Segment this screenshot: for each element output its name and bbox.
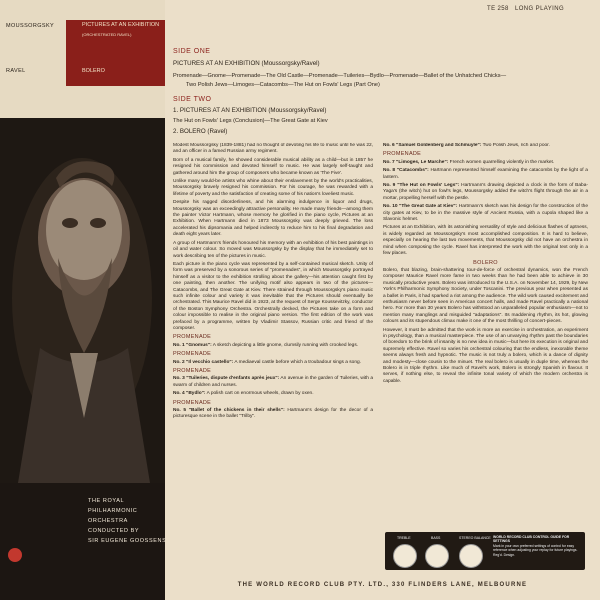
- knob-label-treble: TREBLE: [397, 536, 411, 540]
- no7-text: French women quarrelling violently in the market.: [449, 159, 555, 165]
- composer-moussorgsky: MOUSSORGSKY: [6, 23, 55, 29]
- knob-label-bass: BASS: [431, 536, 441, 540]
- catalog-number-right: TE 258: [487, 6, 509, 12]
- cover-credits: [88, 496, 166, 546]
- bolero-heading: BOLERO: [473, 259, 498, 266]
- credit-line-2: PHILHARMONIC: [88, 508, 138, 514]
- credit-line-4: CONDUCTED BY: [88, 528, 140, 534]
- side-two-item2: 2. BOLERO (Ravel): [173, 128, 228, 135]
- treble-knob-icon: [393, 544, 417, 568]
- no9-title: No. 9 "The Hut on Fowls' Legs":: [383, 183, 460, 189]
- credit-line-1: THE ROYAL: [88, 498, 125, 504]
- notes-column-right: [383, 143, 588, 528]
- no2-text: A mediaeval castle before which a troubadour sings a song.: [234, 359, 362, 365]
- notes-p3: Unlike many would-be artists who whine about their enslavement by the world's practicalities, Moussorgsky bravely resigned his commission. For his courage, he was rewarded with a lifetime of poverty and the satisfaction of creating some of his nation's loveliest music.: [173, 179, 373, 197]
- notes-column-left: [173, 143, 373, 578]
- side-two-item1: 1. PICTURES AT AN EXHIBITION (Moussorgsky/Ravel): [173, 107, 327, 114]
- control-guide-box: [385, 532, 585, 570]
- no3-title: No. 3 "Tuileries, dispute d'enfants après jeux":: [173, 376, 280, 382]
- no8-text: Hartmann represented himself examining the catacombs by the light of a lantern.: [383, 168, 588, 180]
- promenade-1: PROMENADE: [173, 334, 212, 341]
- credit-line-3: ORCHESTRA: [88, 518, 128, 524]
- composer-ravel: RAVEL: [6, 68, 26, 74]
- promenade-2: PROMENADE: [173, 351, 212, 358]
- no2-title: No. 2 "Il vecchio castello":: [173, 359, 234, 365]
- cover-work-pictures: PICTURES AT AN EXHIBITION: [82, 22, 160, 28]
- notes-p1: Modest Moussorgsky (1839-1881) had no thought of devoting his life to music until he was 22, and an officer in a famed Russian army regiment.: [173, 143, 373, 155]
- no1-title: No. 1 "Gnomus":: [173, 342, 212, 348]
- world-record-club-logo: [8, 548, 22, 562]
- no1-text: A sketch depicting a little gnome, clumsily running with crooked legs.: [212, 342, 359, 348]
- cover-work-sub: (ORCHESTRATED RAVEL): [82, 32, 132, 37]
- title-box: [66, 20, 165, 86]
- side-one-line2: Two Polish Jews—Limoges—Catacombs—The Hut on Fowls' Legs (Part One): [186, 82, 380, 88]
- no4-text: A polish cart on enormous wheels, drawn by oxen.: [206, 391, 314, 397]
- no5-text: Hartmann's design for the decor of a picturesque scene in the ballet "Trilby".: [173, 408, 373, 420]
- no7-title: No. 7 "Limoges, Le Marche":: [383, 159, 449, 165]
- credit-line-5: SIR EUGENE GOOSSENS: [88, 538, 167, 544]
- control-guide-body: Mark in your own preferred settings of control for easy reference when adjusting your replay for future playings. Reg'd. Design.: [493, 543, 578, 557]
- no10-title: No. 10 "The Great Gate at Kiev":: [383, 204, 458, 210]
- pictures-summary: Pictures at an Exhibition, with its astonishing versatility of style and delicious flashes of aptness, is widely regarded as Moussorgsky's most accomplished composition. It is hard to believe, especially on hearing the last two movements, that Moussorgsky did not have an orchestra in mind when composing the cycle. Ravel has interpreted the work with the original text only in a few places.: [383, 225, 588, 257]
- moussorgsky-portrait: [0, 118, 165, 483]
- notes-p6: Each picture in the piano cycle was represented by a self-contained musical sketch. Unity of form was preserved by a sonorous series of "promenades", in which Moussorgsky portrayed himself as a visitor to the exhibition strolling about the gallery—his attention caught first by one painting, then another. The unifying motif also appears in two of the pictures—Catacombs, and The Great Gate at Kiev. There strained through Moussorgsky's piano music such infinite colour and variety it was inevitable that the Pictures should eventually be orchestrated. This Maurice Ravel did in 1923, at the request of Serge Koussevitzky, conductor of the Boston Symphony Orchestra. Orchestrally decked, the Pictures take on a form and colour impossible to realise in the original piano version. The first edition of the work was prefaced by a programme, written by Vladimir Stassov, Russian critic and friend of the composer.: [173, 261, 373, 331]
- side-two-item1-detail: The Hut on Fowls' Legs (Conclusion)—The Great Gate at Kiev: [173, 118, 328, 124]
- knob-label-balance: STEREO BALANCE: [459, 536, 491, 540]
- publisher-footer: THE WORLD RECORD CLUB PTY. LTD., 330 FLINDERS LANE, MELBOURNE: [237, 582, 528, 588]
- notes-p2: Born of a musical family, he showed considerable musical ability as a child—but in 1857 he resigned his commission and devoted himself to music. He was largely self-taught and gathered around him the group of composers who became known as 'The Five'.: [173, 157, 373, 176]
- no6-title: No. 6 "Samuel Goldenberg and Schmuyle":: [383, 143, 482, 148]
- notes-p4: Despite his ragged disorderliness, and his alarming indulgence in liquor and drugs, Moussorgsky was an exceedingly attractive personality. He made many friends—among them the painter Victor Hartmann, whose memory he glorified in the piano cycle, Pictures at an Exhibition. When Hartmann died in 1873 Moussorgsky was deeply grieved. The loss accelerated his dipsomania and helped indirectly to reduce him to his final degradation and death eight years later.: [173, 200, 373, 238]
- control-guide-text: [493, 535, 581, 557]
- no8-title: No. 8 "Catacombs":: [383, 168, 429, 174]
- cover-work-bolero: BOLERO: [82, 68, 105, 74]
- no6-text: Two Polish Jews, rich and poor.: [482, 143, 550, 148]
- side-one-line1: Promenade—Gnome—Promenade—The Old Castle—Promenade—Tuileries—Bydlo—Promenade—Ballet of the Unhatched Chicks—: [173, 73, 507, 79]
- side-one-heading: SIDE ONE: [173, 48, 211, 55]
- no9-text: Hartmann's drawing depicted a clock in the form of Baba-Yaga's (the witch) hut on fowl's legs, Moussorgsky added the witch's flight through the air in a mortar, propelling herself with the pestle.: [383, 183, 588, 201]
- side-two-heading: SIDE TWO: [173, 96, 212, 103]
- no4-title: No. 4 "Bydlo":: [173, 391, 206, 397]
- no5-title: No. 5 "Ballet of the chickens in their shells":: [173, 408, 285, 414]
- long-playing-right: LONG PLAYING: [515, 6, 565, 12]
- notes-p5: A group of Hartmann's friends honoured his memory with an exhibition of his best paintings in oil and water colour. So moved was Moussorgsky by the display that he immediately set to work describing ten of the pictures in music.: [173, 240, 373, 259]
- bolero-p2: However, it must be admitted that the work is more an exercise in orchestration, an experiment in psychology, than a musical masterpiece. The use of an unvarying rhythm past the boundaries of boredom to the brink of insanity is no new idea in music—but here its execution is original and supremely effective. Ravel so varies his orchestral colouring that the endless, inexorable theme seems always fresh and hypnotic. The music is not truly a bolero, which is a dance of dignity and modesty—close cousin to the minuet. The real bolero is usually in duple time, whereas the Bolero is in triple rhythm. Like much of Ravel's work, Bolero is strongly Spanish in flavour. It serves, if nothing else, to reveal the infinite tonal variety of which the modern orchestra is capable.: [383, 327, 588, 384]
- bolero-p1: Bolero, that blazing, brain-shattering tour-de-force of orchestral dynamics, won the French composer Maurice Ravel more fame in two weeks than he had been able to achieve in 30 musically productive years. Bolero was introduced to the U.S.A. on November 14, 1929, by New York's Philharmonic Symphony Society, under Toscanini. The previous year when presented as a ballet in Paris, it had sparked a riot among the audience. The wild work caused excitement and enthusiasm never before seen in American concert halls, and made Ravel practically a national hero. For more than 30 years Bolero has withstood an unparalleled popular enthusiasm—not to mention many manglings and misguided "adaptations". Its maddening rhythm, its hot, glowing colours and its stupendous climax make it one of the most thrilling of concert-pieces.: [383, 267, 588, 325]
- no10-text: Hartmann's sketch was his design for the construction of the city gates at Kiev, to be in the massive style of Ancient Russia, with a cupola shaped like a Slavonic helmet.: [383, 204, 588, 223]
- control-guide-title: WORLD RECORD CLUB CONTROL GUIDE FOR SETTINGS: [493, 535, 570, 544]
- balance-knob-icon: [459, 544, 483, 568]
- bass-knob-icon: [425, 544, 449, 568]
- promenade-4: PROMENADE: [173, 399, 212, 406]
- no3-text: An avenue in the garden of Tuileries, with a swarm of children and nurses.: [173, 376, 373, 388]
- promenade-3: PROMENADE: [173, 368, 212, 374]
- side-one-title: PICTURES AT AN EXHIBITION (Moussorgsky/Ravel): [173, 60, 320, 67]
- promenade-5: PROMENADE: [383, 151, 422, 158]
